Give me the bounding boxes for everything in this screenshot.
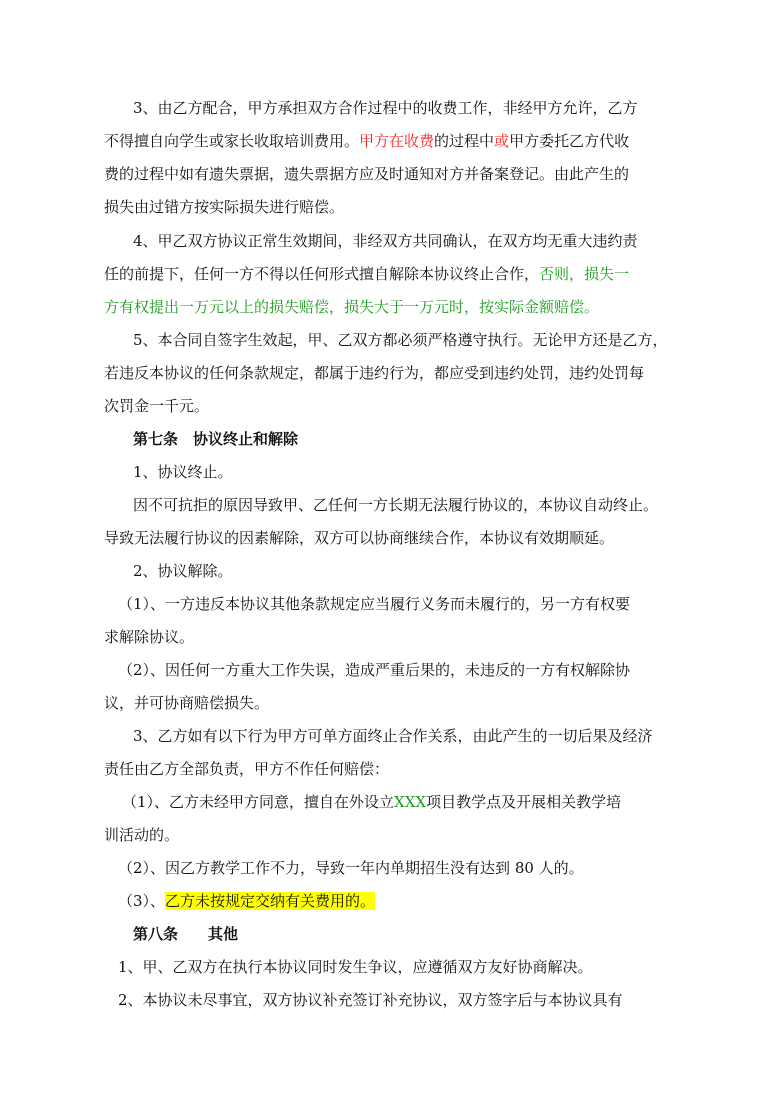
clause-3-line-4: 损失由过错方按实际损失进行赔偿。: [104, 198, 345, 216]
art7-s3-item-1-line-2: 训活动的。: [104, 826, 180, 844]
clause-4-line-1: 4、甲乙双方协议正常生效期间，非经双方共同确认，在双方均无重大违约责: [133, 232, 638, 250]
art7-s1-line-2: 导致无法履行协议的因素解除，双方可以协商继续合作，本协议有效期顺延。: [104, 529, 615, 547]
clause-3-line-1: 3、由乙方配合，甲方承担双方合作过程中的收费工作，非经甲方允许，乙方: [133, 99, 638, 117]
clause-4-line-3: 方有权提出一万元以上的损失赔偿，损失大于一万元时，按实际金额赔偿。: [104, 298, 600, 316]
art7-subsection-1: 1、协议终止。: [133, 463, 233, 481]
article-7-title: 第七条 协议终止和解除: [133, 430, 299, 448]
art7-s2-item-1-line-1: （1）、一方违反本协议其他条款规定应当履行义务而未履行的，另一方有权要: [118, 595, 631, 613]
article-8-title: 第八条 其他: [133, 925, 239, 943]
clause-3-line-2: 不得擅自向学生或家长收取培训费用。甲方在收费的过程中或甲方委托乙方代收: [104, 132, 630, 150]
art7-s3-item-2: （2）、因乙方教学工作不力，导致一年内单期招生没有达到 80 人的。: [118, 859, 584, 877]
art7-s1-line-1: 因不可抗拒的原因导致甲、乙任何一方长期无法履行协议的，本协议自动终止。: [133, 496, 659, 514]
art7-s3-line-1: 3、乙方如有以下行为甲方可单方面终止合作关系，由此产生的一切后果及经济: [133, 727, 653, 745]
art7-s2-item-1-line-2: 求解除协议。: [104, 628, 195, 646]
art7-subsection-2: 2、协议解除。: [133, 562, 233, 580]
highlight-green-text: XXX: [394, 793, 427, 811]
art8-item-2: 2、本协议未尽事宜，双方协议补充签订补充协议，双方签字后与本协议具有: [118, 991, 623, 1009]
highlight-red-text: 甲方在收费: [359, 132, 435, 150]
clause-5-line-2: 若违反本协议的任何条款规定，都属于违约行为，都应受到违约处罚，违约处罚每: [104, 364, 645, 382]
clause-5-line-1: 5、本合同自签字生效起，甲、乙双方都必须严格遵守执行。无论甲方还是乙方，: [133, 331, 668, 349]
art7-s2-item-2-line-2: 议，并可协商赔偿损失。: [104, 694, 270, 712]
clause-4-line-2: 任的前提下，任何一方不得以任何形式擅自解除本协议终止合作，否则，损失一: [104, 265, 630, 283]
art8-item-1: 1、甲、乙双方在执行本协议同时发生争议，应遵循双方友好协商解决。: [118, 958, 593, 976]
art7-s3-item-1-line-1: （1）、乙方未经甲方同意，擅自在外设立XXX项目教学点及开展相关教学培: [122, 793, 622, 811]
clause-3-line-3: 费的过程中如有遗失票据，遗失票据方应及时通知对方并备案登记。由此产生的: [104, 165, 630, 183]
art7-s3-item-3: （3）、乙方未按规定交纳有关费用的。: [118, 892, 376, 910]
clause-5-line-3: 次罚金一千元。: [104, 397, 210, 415]
highlight-green-text: 否则，损失一: [539, 265, 630, 283]
highlight-red-text: 或: [494, 132, 510, 150]
art7-s2-item-2-line-1: （2）、因任何一方重大工作失误，造成严重后果的，未违反的一方有权解除协: [118, 661, 631, 679]
yellow-highlighted-text: 乙方未按规定交纳有关费用的。: [165, 892, 376, 910]
art7-s3-line-2: 责任由乙方全部负责，甲方不作任何赔偿：: [104, 760, 390, 778]
